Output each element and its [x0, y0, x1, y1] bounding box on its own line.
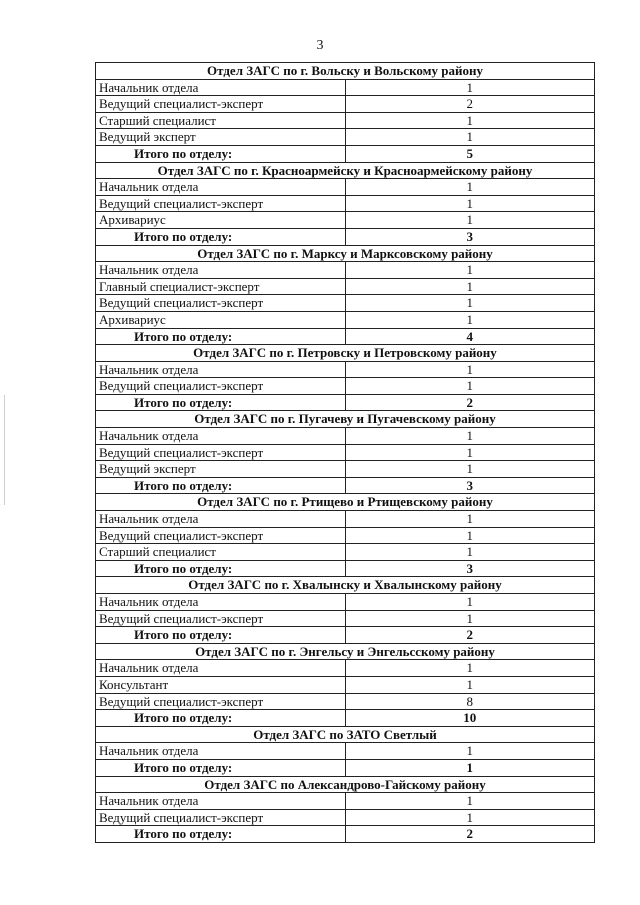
position-count: 1 [345, 361, 595, 378]
department-header-row [96, 411, 595, 428]
total-count: 3 [345, 477, 595, 494]
table-row [96, 378, 595, 395]
position-count: 1 [345, 79, 595, 96]
department-header-row [96, 63, 595, 80]
position-name: Начальник отдела [96, 79, 346, 96]
table-row [96, 444, 595, 461]
position-count: 1 [345, 809, 595, 826]
position-count: 1 [345, 112, 595, 129]
table-row [96, 461, 595, 478]
position-name: Начальник отдела [96, 743, 346, 760]
position-name: Архивариус [96, 212, 346, 229]
table-row [96, 96, 595, 113]
position-count: 8 [345, 693, 595, 710]
position-name: Консультант [96, 676, 346, 693]
position-count: 1 [345, 676, 595, 693]
position-count: 1 [345, 660, 595, 677]
table-row [96, 428, 595, 445]
position-count: 1 [345, 195, 595, 212]
department-header-row [96, 643, 595, 660]
table-row [96, 527, 595, 544]
total-count: 1 [345, 759, 595, 776]
table-row [96, 295, 595, 312]
position-count: 1 [345, 262, 595, 279]
total-count: 2 [345, 394, 595, 411]
department-header-row [96, 494, 595, 511]
position-count: 2 [345, 96, 595, 113]
department-total-row [96, 560, 595, 577]
position-name: Ведущий специалист-эксперт [96, 195, 346, 212]
page-number: 3 [316, 38, 324, 53]
total-count: 3 [345, 560, 595, 577]
department-header-row [96, 726, 595, 743]
table-row [96, 660, 595, 677]
position-count: 1 [345, 212, 595, 229]
position-name: Ведущий специалист-эксперт [96, 809, 346, 826]
total-count: 2 [345, 826, 595, 843]
position-name: Ведущий специалист-эксперт [96, 378, 346, 395]
staffing-table-body [96, 63, 595, 843]
department-title: Отдел ЗАГС по г. Красноармейску и Красноармейскому району [96, 162, 595, 179]
total-count: 2 [345, 627, 595, 644]
position-count: 1 [345, 311, 595, 328]
table-row [96, 511, 595, 528]
department-header-row [96, 162, 595, 179]
total-label: Итого по отделу: [96, 328, 346, 345]
department-header-row [96, 577, 595, 594]
position-count: 1 [345, 278, 595, 295]
table-row [96, 793, 595, 810]
table-row [96, 610, 595, 627]
position-name: Ведущий специалист-эксперт [96, 96, 346, 113]
position-name: Ведущий специалист-эксперт [96, 444, 346, 461]
staffing-table [95, 62, 595, 843]
total-label: Итого по отделу: [96, 826, 346, 843]
department-header-row [96, 245, 595, 262]
position-count: 1 [345, 511, 595, 528]
table-row [96, 129, 595, 146]
department-total-row [96, 759, 595, 776]
position-name: Ведущий эксперт [96, 461, 346, 478]
position-count: 1 [345, 544, 595, 561]
department-title: Отдел ЗАГС по г. Энгельсу и Энгельсскому району [96, 643, 595, 660]
position-name: Начальник отдела [96, 793, 346, 810]
position-name: Начальник отдела [96, 594, 346, 611]
table-row [96, 262, 595, 279]
department-title: Отдел ЗАГС по ЗАТО Светлый [96, 726, 595, 743]
total-count: 10 [345, 710, 595, 727]
position-count: 1 [345, 610, 595, 627]
position-name: Старший специалист [96, 112, 346, 129]
position-count: 1 [345, 428, 595, 445]
department-title: Отдел ЗАГС по г. Пугачеву и Пугачевскому району [96, 411, 595, 428]
position-count: 1 [345, 461, 595, 478]
total-label: Итого по отделу: [96, 145, 346, 162]
department-header-row [96, 776, 595, 793]
department-title: Отдел ЗАГС по г. Ртищево и Ртищевскому району [96, 494, 595, 511]
table-row [96, 179, 595, 196]
department-title: Отдел ЗАГС по Александрово-Гайскому району [96, 776, 595, 793]
total-label: Итого по отделу: [96, 477, 346, 494]
table-row [96, 278, 595, 295]
table-row [96, 79, 595, 96]
table-row [96, 693, 595, 710]
position-name: Начальник отдела [96, 660, 346, 677]
table-row [96, 544, 595, 561]
position-count: 1 [345, 129, 595, 146]
position-name: Начальник отдела [96, 428, 346, 445]
position-name: Начальник отдела [96, 262, 346, 279]
position-count: 1 [345, 793, 595, 810]
position-name: Ведущий специалист-эксперт [96, 527, 346, 544]
position-name: Начальник отдела [96, 361, 346, 378]
department-total-row [96, 826, 595, 843]
position-count: 1 [345, 378, 595, 395]
total-label: Итого по отделу: [96, 560, 346, 577]
table-row [96, 594, 595, 611]
position-count: 1 [345, 743, 595, 760]
department-total-row [96, 145, 595, 162]
total-label: Итого по отделу: [96, 394, 346, 411]
department-total-row [96, 627, 595, 644]
position-count: 1 [345, 527, 595, 544]
position-name: Главный специалист-эксперт [96, 278, 346, 295]
department-total-row [96, 394, 595, 411]
table-row [96, 195, 595, 212]
total-label: Итого по отделу: [96, 710, 346, 727]
department-header-row [96, 345, 595, 362]
table-row [96, 112, 595, 129]
department-title: Отдел ЗАГС по г. Марксу и Марксовскому району [96, 245, 595, 262]
position-name: Ведущий специалист-эксперт [96, 693, 346, 710]
total-count: 4 [345, 328, 595, 345]
table-row [96, 212, 595, 229]
position-name: Архивариус [96, 311, 346, 328]
total-count: 5 [345, 145, 595, 162]
position-name: Ведущий специалист-эксперт [96, 295, 346, 312]
total-label: Итого по отделу: [96, 627, 346, 644]
position-name: Старший специалист [96, 544, 346, 561]
department-total-row [96, 710, 595, 727]
table-row [96, 743, 595, 760]
table-row [96, 676, 595, 693]
department-title: Отдел ЗАГС по г. Петровску и Петровскому району [96, 345, 595, 362]
position-count: 1 [345, 295, 595, 312]
position-name: Начальник отдела [96, 179, 346, 196]
position-name: Ведущий эксперт [96, 129, 346, 146]
total-label: Итого по отделу: [96, 228, 346, 245]
department-total-row [96, 228, 595, 245]
scan-margin-mark [4, 395, 5, 505]
position-count: 1 [345, 444, 595, 461]
total-count: 3 [345, 228, 595, 245]
position-count: 1 [345, 594, 595, 611]
department-total-row [96, 477, 595, 494]
department-title: Отдел ЗАГС по г. Хвалынску и Хвалынскому району [96, 577, 595, 594]
department-total-row [96, 328, 595, 345]
position-count: 1 [345, 179, 595, 196]
table-row [96, 809, 595, 826]
table-row [96, 311, 595, 328]
position-name: Ведущий специалист-эксперт [96, 610, 346, 627]
total-label: Итого по отделу: [96, 759, 346, 776]
department-title: Отдел ЗАГС по г. Вольску и Вольскому району [96, 63, 595, 80]
position-name: Начальник отдела [96, 511, 346, 528]
table-row [96, 361, 595, 378]
